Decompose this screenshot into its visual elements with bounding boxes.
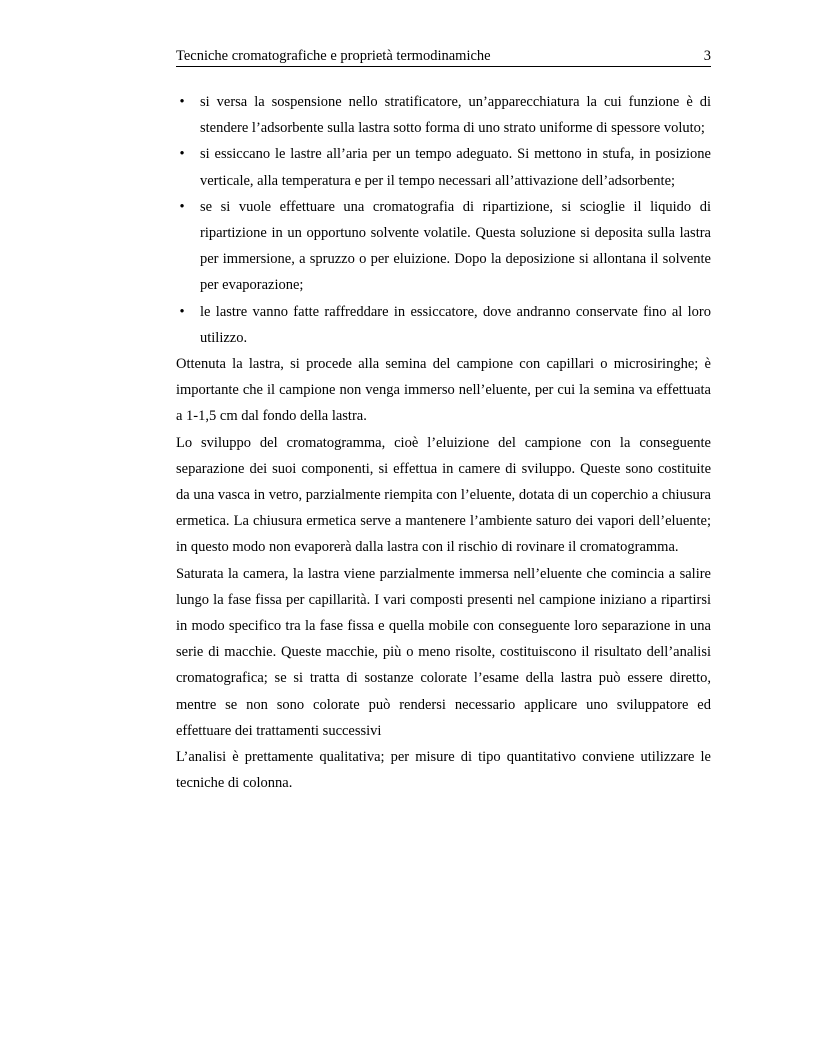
list-item-text: se si vuole effettuare una cromatografia di ripartizione, si scioglie il liquido di ripartizione in un opportuno solvente volatile. Questa soluzione si deposita sulla lastra per immersione, a spruzzo o per eluizione. Dopo la deposizione si allontana il solvente per evaporazione; <box>200 198 711 294</box>
paragraph: L’analisi è prettamente qualitativa; per misure di tipo quantitativo conviene utilizzare le tecniche di colonna. <box>176 749 711 792</box>
bullet-icon: • <box>179 146 185 163</box>
paragraph: Lo sviluppo del cromatogramma, cioè l’eluizione del campione con la conseguente separazione dei suoi componenti, si effettua in camere di sviluppo. Queste sono costituite da una vasca in vetro, parzialmente riempita con l’eluente, dotata di un coperchio a chiusura ermetica. La chiusura ermetica serve a mantenere l’ambiente saturo dei vapori dell’eluente; in questo modo non evaporerà dalla lastra con il rischio di rovinare il cromatogramma. <box>176 434 711 556</box>
paragraph: Saturata la camera, la lastra viene parzialmente immersa nell’eluente che comincia a salire lungo la fase fissa per capillarità. I vari composti presenti nel campione iniziano a ripartirsi in modo specifico tra la fase fissa e quella mobile con conseguente loro separazione in una serie di macchie. Queste macchie, più o meno risolte, costituiscono il risultato dell’analisi cromatografica; se si tratta di sostanze colorate l’esame della lastra può essere diretto, mentre se non sono colorate può rendersi necessario applicare uno sviluppatore ed effettuare dei trattamenti successivi <box>176 565 711 739</box>
list-item-text: le lastre vanno fatte raffreddare in essiccatore, dove andranno conservate fino al loro utilizzo. <box>200 303 711 346</box>
body-text <box>176 89 711 796</box>
page-number: 3 <box>703 48 711 64</box>
paragraph: Ottenuta la lastra, si procede alla semina del campione con capillari o microsiringhe; è importante che il campione non venga immerso nell’eluente, per cui la semina va effettuata a 1-1,5 cm dal fondo della lastra. <box>176 356 711 425</box>
list-item <box>176 299 711 351</box>
list-item <box>176 194 711 299</box>
bullet-list <box>176 89 711 351</box>
bullet-icon: • <box>179 94 185 110</box>
list-item-text: si versa la sospensione nello stratificatore, un’apparecchiatura la cui funzione è di stendere l’adsorbente sulla lastra sotto forma di uno strato uniforme di spessore voluto; <box>200 94 711 137</box>
header-title: Tecniche cromatografiche e proprietà termodinamiche <box>176 48 491 64</box>
bullet-icon: • <box>179 198 185 215</box>
list-item <box>176 89 711 141</box>
bullet-icon: • <box>179 303 185 320</box>
document-page <box>176 46 711 796</box>
list-item <box>176 141 711 193</box>
running-header <box>176 46 711 67</box>
list-item-text: si essiccano le lastre all’aria per un tempo adeguato. Si mettono in stufa, in posizione verticale, alla temperatura e per il tempo necessari all’attivazione dell’adsorbente; <box>200 146 711 189</box>
